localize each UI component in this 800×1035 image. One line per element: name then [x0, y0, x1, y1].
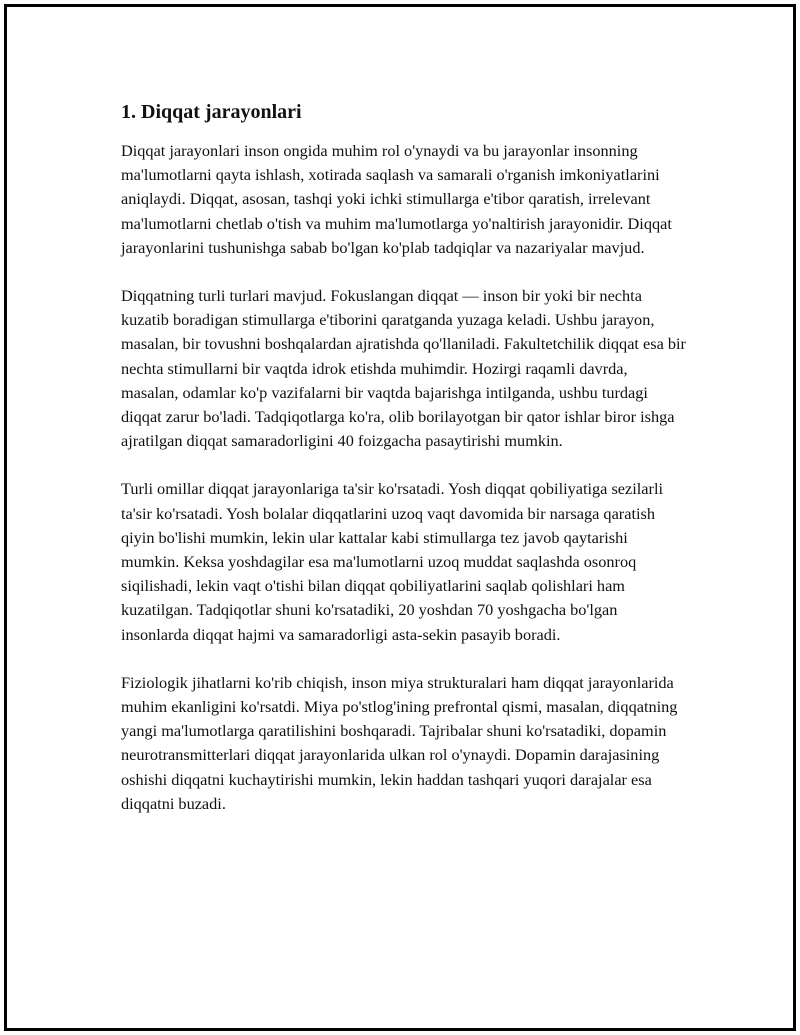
page-frame: [4, 4, 796, 1031]
document-body: [121, 99, 689, 840]
paragraph-4: Fiziologik jihatlarni ko'rib chiqish, inson miya strukturalari ham diqqat jarayonlarida muhim ekanligini ko'rsatdi. Miya po'stlog'ining prefrontal qismi, masalan, diqqatning yangi ma'lumotlarga qaratilishini boshqaradi. Tajribalar shuni ko'rsatadiki, dopamin neurotransmitterlari diqqat jarayonlarida ulkan rol o'ynaydi. Dopamin darajasining oshishi diqqatni kuchaytirishi mumkin, lekin haddan tashqari yuqori darajalar esa diqqatni buzadi.: [121, 672, 678, 813]
paragraph-2: Diqqatning turli turlari mavjud. Fokuslangan diqqat — inson bir yoki bir nechta kuzatib boradigan stimullarga e'tiborini qaratganda yuzaga keladi. Ushbu jarayon, masalan, bir tovushni boshqalardan ajratishda qo'llaniladi. Fakultetchilik diqqat esa bir nechta stimullarni bir vaqtda idrok etishda muhimdir. Hozirgi raqamli davrda, masalan, odamlar ko'p vazifalarni bir vaqtda bajarishga intilganda, ushbu turdagi diqqat zarur bo'ladi. Tadqiqotlarga ko'ra, olib borilayotgan bir qator ishlar biror ishga ajratilgan diqqat samaradorligini 40 foizgacha pasaytirishi mumkin.: [121, 286, 686, 451]
paragraph-3: Turli omillar diqqat jarayonlariga ta'sir ko'rsatadi. Yosh diqqat qobiliyatiga sezilarli ta'sir ko'rsatadi. Yosh bolalar diqqatlarini uzoq vaqt davomida bir narsaga qaratish qiyin bo'lishi mumkin, lekin ular kattalar kabi stimullarga tez javob qaytarishi mumkin. Keksa yoshdagilar esa ma'lumotlarni uzoq muddat saqlashda osonroq siqilishadi, lekin vaqt o'tishi bilan diqqat qobiliyatlarini saqlab qolishlari ham kuzatilgan. Tadqiqotlar shuni ko'rsatadiki, 20 yoshdan 70 yoshgacha bo'lgan insonlarda diqqat hajmi va samaradorligi asta-sekin pasayib boradi.: [121, 479, 664, 644]
paragraph-1: Diqqat jarayonlari inson ongida muhim rol o'ynaydi va bu jarayonlar insonning ma'lumotlarni qayta ishlash, xotirada saqlash va samarali o'rganish imkoniyatlarini aniqlaydi. Diqqat, asosan, tashqi yoki ichki stimullarga e'tibor qaratish, irrelevant ma'lumotlarni chetlab o'tish va muhim ma'lumotlarga yo'naltirish jarayonidir. Diqqat jarayonlarini tushunishga sabab bo'lgan ko'plab tadqiqlar va nazariyalar mavjud.: [121, 141, 672, 257]
section-heading: 1. Diqqat jarayonlari: [121, 101, 302, 123]
